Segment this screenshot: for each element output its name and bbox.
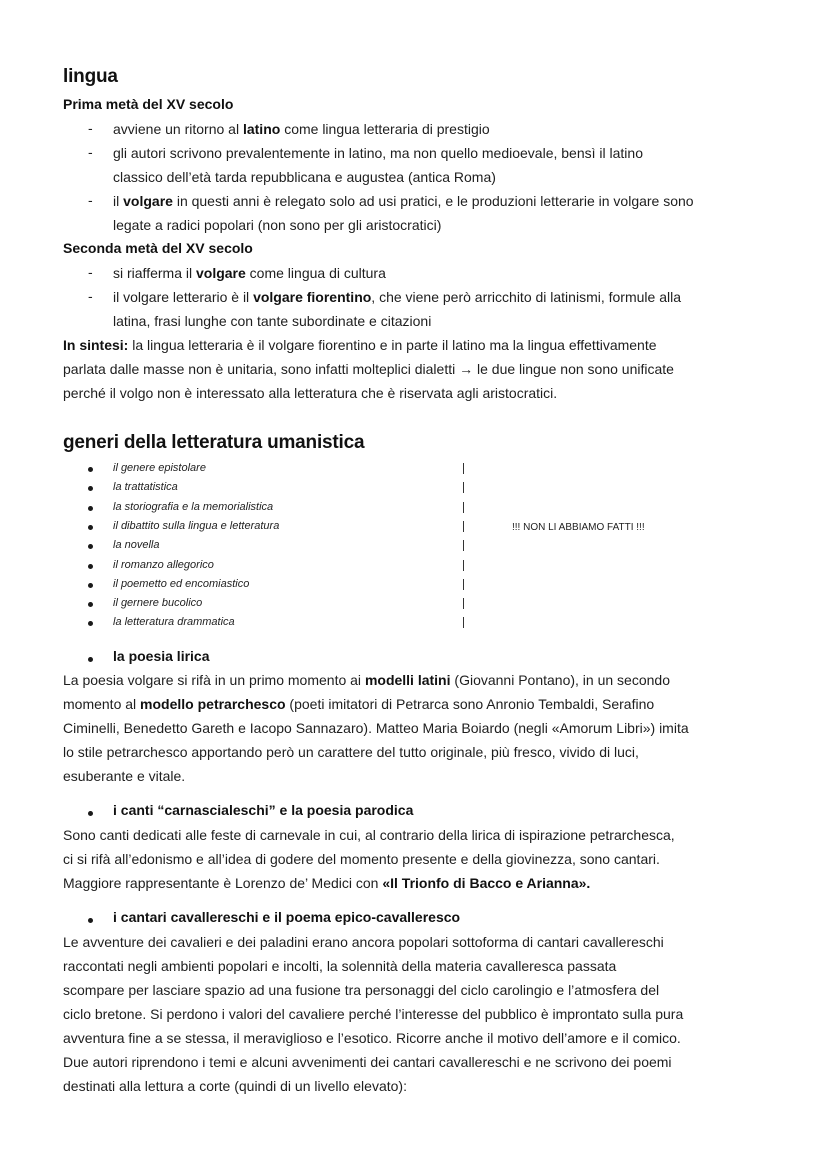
paragraph-line: Due autori riprendono i temi e alcuni avvenimenti dei cantari cavallereschi e ne scrivono dei poemi — [63, 1054, 672, 1070]
genre-list-item: la letteratura drammatica — [113, 616, 235, 629]
vertical-separator — [463, 482, 464, 493]
paragraph-line: lo stile petrarchesco apportando però un carattere del tutto originale, più fresco, vivido di luci, — [63, 744, 639, 760]
subheading-prima-meta: Prima metà del XV secolo — [63, 96, 234, 112]
section-title-lingua: lingua — [63, 66, 118, 87]
genre-list-item: il romanzo allegorico — [113, 558, 214, 571]
vertical-separator — [463, 579, 464, 590]
paragraph-line: momento al modello petrarchesco (poeti imitatori di Petrarca sono Anronio Tembaldi, Serafino — [63, 696, 655, 712]
summary-line: parlata dalle masse non è unitaria, sono infatti molteplici dialetti → le due lingue non sono unificate — [63, 361, 674, 377]
vertical-separator — [463, 521, 464, 532]
dash-bullet: - — [88, 264, 93, 280]
vertical-separator — [463, 617, 464, 628]
bullet-dot-icon — [88, 918, 93, 923]
bullet-dot-icon — [88, 467, 93, 472]
genre-list-item: il dibattito sulla lingua e letteratura — [113, 519, 280, 532]
bullet-dot-icon — [88, 544, 93, 549]
bullet-dot-icon — [88, 564, 93, 569]
bullet-dot-icon — [88, 486, 93, 491]
dash-bullet: - — [88, 120, 93, 136]
bullet-dot-icon — [88, 811, 93, 816]
section-title-generi: generi della letteratura umanistica — [63, 432, 365, 453]
dash-bullet: - — [88, 144, 93, 160]
genre-list-item: la storiografia e la memorialistica — [113, 500, 274, 513]
list-item: gli autori scrivono prevalentemente in latino, ma non quello medioevale, bensì il latino — [113, 145, 643, 161]
paragraph-line: Sono canti dedicati alle feste di carnevale in cui, al contrario della lirica di ispirazione petrarchesca, — [63, 827, 675, 843]
bullet-dot-icon — [88, 602, 93, 607]
paragraph-line: Ciminelli, Benedetto Gareth e Iacopo Sannazaro). Matteo Maria Boiardo (negli «Amorum Libri») imita — [63, 720, 689, 736]
genre-list-item: la trattatistica — [113, 481, 178, 494]
summary-line: In sintesi: la lingua letteraria è il volgare fiorentino e in parte il latino ma la lingua effettivamente — [63, 337, 657, 353]
not-covered-note: !!! NON LI ABBIAMO FATTI !!! — [512, 522, 645, 533]
bullet-dot-icon — [88, 506, 93, 511]
vertical-separator — [463, 502, 464, 513]
subheading-seconda-meta: Seconda metà del XV secolo — [63, 240, 253, 256]
paragraph-line: ci si rifà all’edonismo e all’idea di godere del momento presente e della giovinezza, sono cantari. — [63, 851, 660, 867]
list-item: il volgare in questi anni è relegato solo ad usi pratici, e le produzioni letterarie in volgare sono — [113, 193, 694, 209]
vertical-separator — [463, 463, 464, 474]
paragraph-line: raccontati negli ambienti popolari e incolti, la solennità della materia cavalleresca passata — [63, 958, 617, 974]
summary-line: perché il volgo non è interessato alla letteratura che è riservata agli aristocratici. — [63, 385, 558, 401]
genre-list-item: il gernere bucolico — [113, 597, 203, 610]
subsection-title-cantari: i cantari cavallereschi e il poema epico-cavalleresco — [113, 909, 461, 925]
list-item-continuation: latina, frasi lunghe con tante subordinate e citazioni — [113, 313, 432, 329]
subsection-title-canti: i canti “carnascialeschi” e la poesia parodica — [113, 802, 414, 818]
list-item: avviene un ritorno al latino come lingua letteraria di prestigio — [113, 121, 490, 137]
vertical-separator — [463, 560, 464, 571]
paragraph-line: Le avventure dei cavalieri e dei paladini erano ancora popolari sottoforma di cantari cavallereschi — [63, 934, 664, 950]
paragraph-line: ciclo bretone. Si perdono i valori del cavaliere perché l’interesse del pubblico è improntato sulla pura — [63, 1006, 684, 1022]
dash-bullet: - — [88, 288, 93, 304]
subsection-title-poesia: la poesia lirica — [113, 648, 210, 664]
bullet-dot-icon — [88, 621, 93, 626]
vertical-separator — [463, 598, 464, 609]
list-item-continuation: classico dell’età tarda repubblicana e augustea (antica Roma) — [113, 169, 496, 185]
bullet-dot-icon — [88, 583, 93, 588]
vertical-separator — [463, 540, 464, 551]
genre-list-item: il genere epistolare — [113, 462, 206, 474]
paragraph-line: La poesia volgare si rifà in un primo momento ai modelli latini (Giovanni Pontano), in un secondo — [63, 672, 670, 688]
dash-bullet: - — [88, 192, 93, 208]
paragraph-line: Maggiore rappresentante è Lorenzo de’ Medici con «Il Trionfo di Bacco e Arianna». — [63, 875, 591, 891]
bullet-dot-icon — [88, 657, 93, 662]
genre-list-item: la novella — [113, 539, 160, 552]
list-item: si riafferma il volgare come lingua di cultura — [113, 265, 386, 281]
paragraph-line: esuberante e vitale. — [63, 768, 186, 784]
paragraph-line: destinati alla lettura a corte (quindi di un livello elevato): — [63, 1078, 407, 1094]
genre-list-item: il poemetto ed encomiastico — [113, 577, 250, 590]
paragraph-line: scompare per lasciare spazio ad una fusione tra personaggi del ciclo carolingio e l’atmosfera del — [63, 982, 660, 998]
list-item-continuation: legate a radici popolari (non sono per gli aristocratici) — [113, 217, 442, 233]
list-item: il volgare letterario è il volgare fiorentino, che viene però arricchito di latinismi, formule alla — [113, 289, 681, 305]
bullet-dot-icon — [88, 525, 93, 530]
paragraph-line: avventura fine a se stessa, il meraviglioso e l’esotico. Ricorre anche il motivo dell’amore e il comico. — [63, 1030, 681, 1046]
